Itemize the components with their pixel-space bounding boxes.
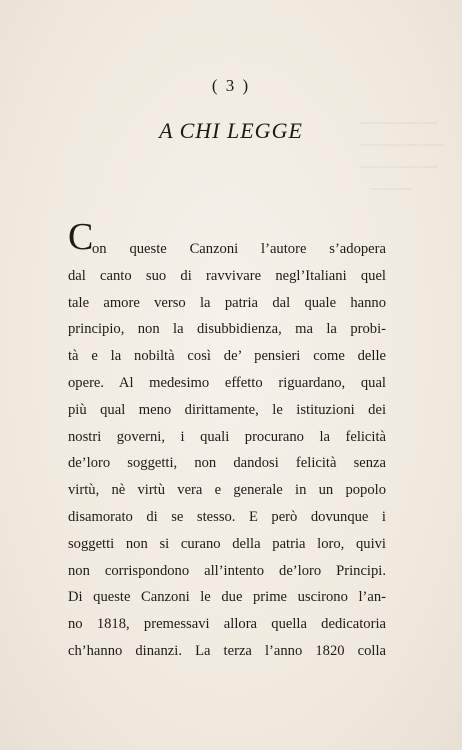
text-line: dal canto suo di ravvivare negl’Italiani quel	[68, 267, 386, 284]
text-line: opere. Al medesimo effetto riguardano, qual	[68, 374, 386, 391]
text-line: nostri governi, i quali procurano la felicità	[68, 428, 386, 445]
text-line: soggetti non si curano della patria loro, quivi	[68, 535, 386, 552]
text-line: tale amore verso la patria dal quale hanno	[68, 294, 386, 311]
body-paragraph	[68, 236, 386, 665]
text-line: Di queste Canzoni le due prime uscirono l’an-	[68, 589, 386, 606]
text-line: virtù, nè virtù vera e generale in un popolo	[68, 482, 386, 499]
text-line: disamorato di se stesso. E però dovunque i	[68, 508, 386, 525]
text-line: de’loro soggetti, non dandosi felicità senza	[68, 455, 386, 472]
section-title: A CHI LEGGE	[159, 118, 303, 143]
text-line: principio, non la disubbidienza, ma la probi-	[68, 321, 386, 338]
text-line: più qual meno dirittamente, le istituzioni dei	[68, 401, 386, 418]
drop-cap: C	[68, 216, 94, 258]
bleed-through-texture: ~~~~~~~~~~~ ~~~~~~~~~~~~ ~~~~~~~~~~~ ~~~~~~	[360, 115, 445, 196]
text-line: ch’hanno dinanzi. La terza l’anno 1820 colla	[68, 642, 386, 659]
text-line: tà e la nobiltà così de’ pensieri come delle	[68, 348, 386, 365]
text-line: on queste Canzoni l’autore s’adopera	[92, 241, 386, 257]
text-line: non corrispondono all’intento de’loro Principi.	[68, 562, 386, 579]
text-line: no 1818, premessavi allora quella dedicatoria	[68, 616, 386, 633]
page-number: ( 3 )	[211, 76, 251, 95]
